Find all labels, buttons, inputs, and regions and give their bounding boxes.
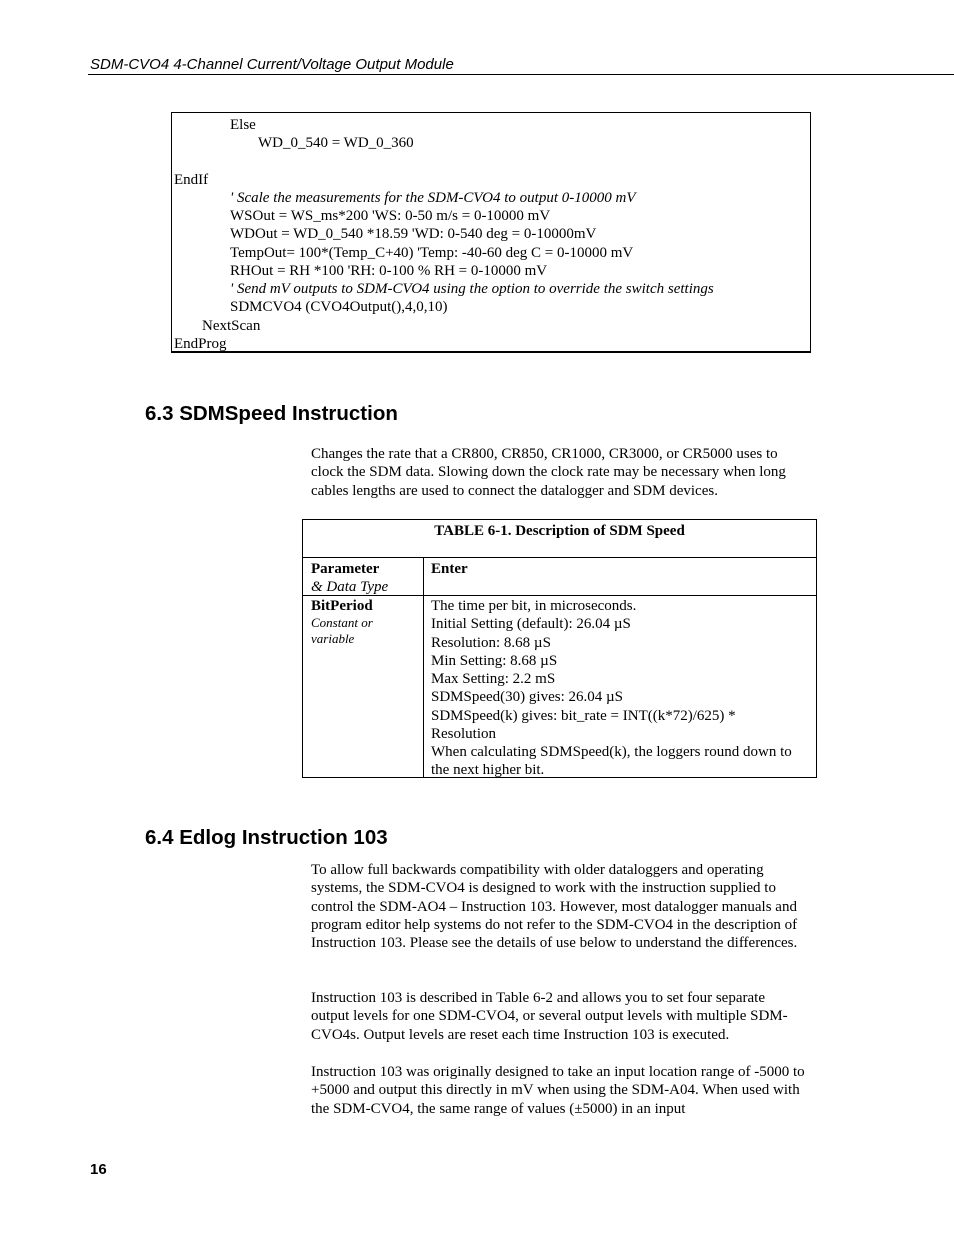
code-line-assign: WD_0_540 = WD_0_360: [258, 135, 414, 151]
code-line-rhout: RHOut = RH *100 'RH: 0-100 % RH = 0-10000 mV: [230, 263, 548, 279]
enter-line-7: SDMSpeed(k) gives: bit_rate = INT((k*72)/625) *: [431, 708, 736, 724]
code-line-wdout: WDOut = WD_0_540 *18.59 'WD: 0-540 deg = 0-10000mV: [230, 226, 597, 242]
code-line-sdmcvo4: SDMCVO4 (CVO4Output(),4,0,10): [230, 299, 448, 315]
section-6-3-heading: 6.3 SDMSpeed Instruction: [145, 402, 398, 425]
code-line-else: Else: [230, 117, 256, 133]
header-data-type: & Data Type: [311, 579, 389, 595]
table-rule-1: [303, 557, 816, 558]
code-line-endif: EndIf: [174, 172, 209, 188]
enter-line-6: SDMSpeed(30) gives: 26.04 µS: [431, 689, 623, 705]
code-line-nextscan: NextScan: [202, 318, 261, 334]
enter-line-2: Initial Setting (default): 26.04 µS: [431, 616, 631, 632]
enter-line-9: When calculating SDMSpeed(k), the loggers round down to: [431, 744, 792, 760]
section-6-4-paragraph-2: Instruction 103 is described in Table 6-2 and allows you to set four separate output levels for one SDM-CVO4, or several output levels with multiple SDM-CVO4s. Output levels are reset each time Instruction 103 is executed.: [311, 990, 788, 1043]
code-comment-scale: ' Scale the measurements for the SDM-CVO4 to output 0-10000 mV: [230, 190, 636, 206]
enter-line-8: Resolution: [431, 726, 497, 742]
page-number: 16: [90, 1161, 107, 1178]
section-6-4-paragraph-1: To allow full backwards compatibility with older dataloggers and operating systems, the SDM-CVO4 is designed to work with the instruction supplied to control the SDM-AO4 – Instruction 103. However, most datalogger manuals and program editor help systems do not refer to the SDM-CVO4 in the description of Instruction 103. Please see the details of use below to understand the differences.: [311, 862, 798, 952]
code-line-tempout: TempOut= 100*(Temp_C+40) 'Temp: -40-60 deg C = 0-10000 mV: [230, 245, 634, 261]
enter-line-4: Min Setting: 8.68 µS: [431, 653, 558, 669]
header-parameter: Parameter: [311, 561, 380, 577]
section-6-3-paragraph: Changes the rate that a CR800, CR850, CR1000, CR3000, or CR5000 uses to clock the SDM data. Slowing down the clock rate may be necessary when long cables lengths are used to connect the datalogger and SDM devices.: [311, 446, 786, 499]
param-bitperiod: BitPeriod: [311, 598, 373, 614]
table-column-divider: [423, 557, 424, 777]
section-6-4-heading: 6.4 Edlog Instruction 103: [145, 826, 388, 849]
table-caption: TABLE 6-1. Description of SDM Speed: [434, 523, 685, 539]
enter-line-5: Max Setting: 2.2 mS: [431, 671, 556, 687]
param-type-line-1: Constant or: [311, 615, 373, 630]
sdm-speed-table: [302, 519, 817, 778]
code-listing-box: [171, 112, 811, 353]
code-comment-send: ' Send mV outputs to SDM-CVO4 using the option to override the switch settings: [230, 281, 714, 297]
header-rule: [88, 74, 954, 75]
enter-line-3: Resolution: 8.68 µS: [431, 635, 551, 651]
code-line-wsout: WSOut = WS_ms*200 'WS: 0-50 m/s = 0-10000 mV: [230, 208, 551, 224]
param-type-line-2: variable: [311, 631, 355, 646]
enter-line-10: the next higher bit.: [431, 762, 545, 778]
running-header: SDM-CVO4 4-Channel Current/Voltage Output Module: [90, 56, 454, 73]
header-enter: Enter: [431, 561, 468, 577]
enter-line-1: The time per bit, in microseconds.: [431, 598, 637, 614]
section-6-4-paragraph-3: Instruction 103 was originally designed to take an input location range of -5000 to +5000 and output this directly in mV when using the SDM-A04. When used with the SDM-CVO4, the same range of values (±5000) in an input: [311, 1064, 805, 1117]
code-line-endprog: EndProg: [174, 336, 227, 352]
